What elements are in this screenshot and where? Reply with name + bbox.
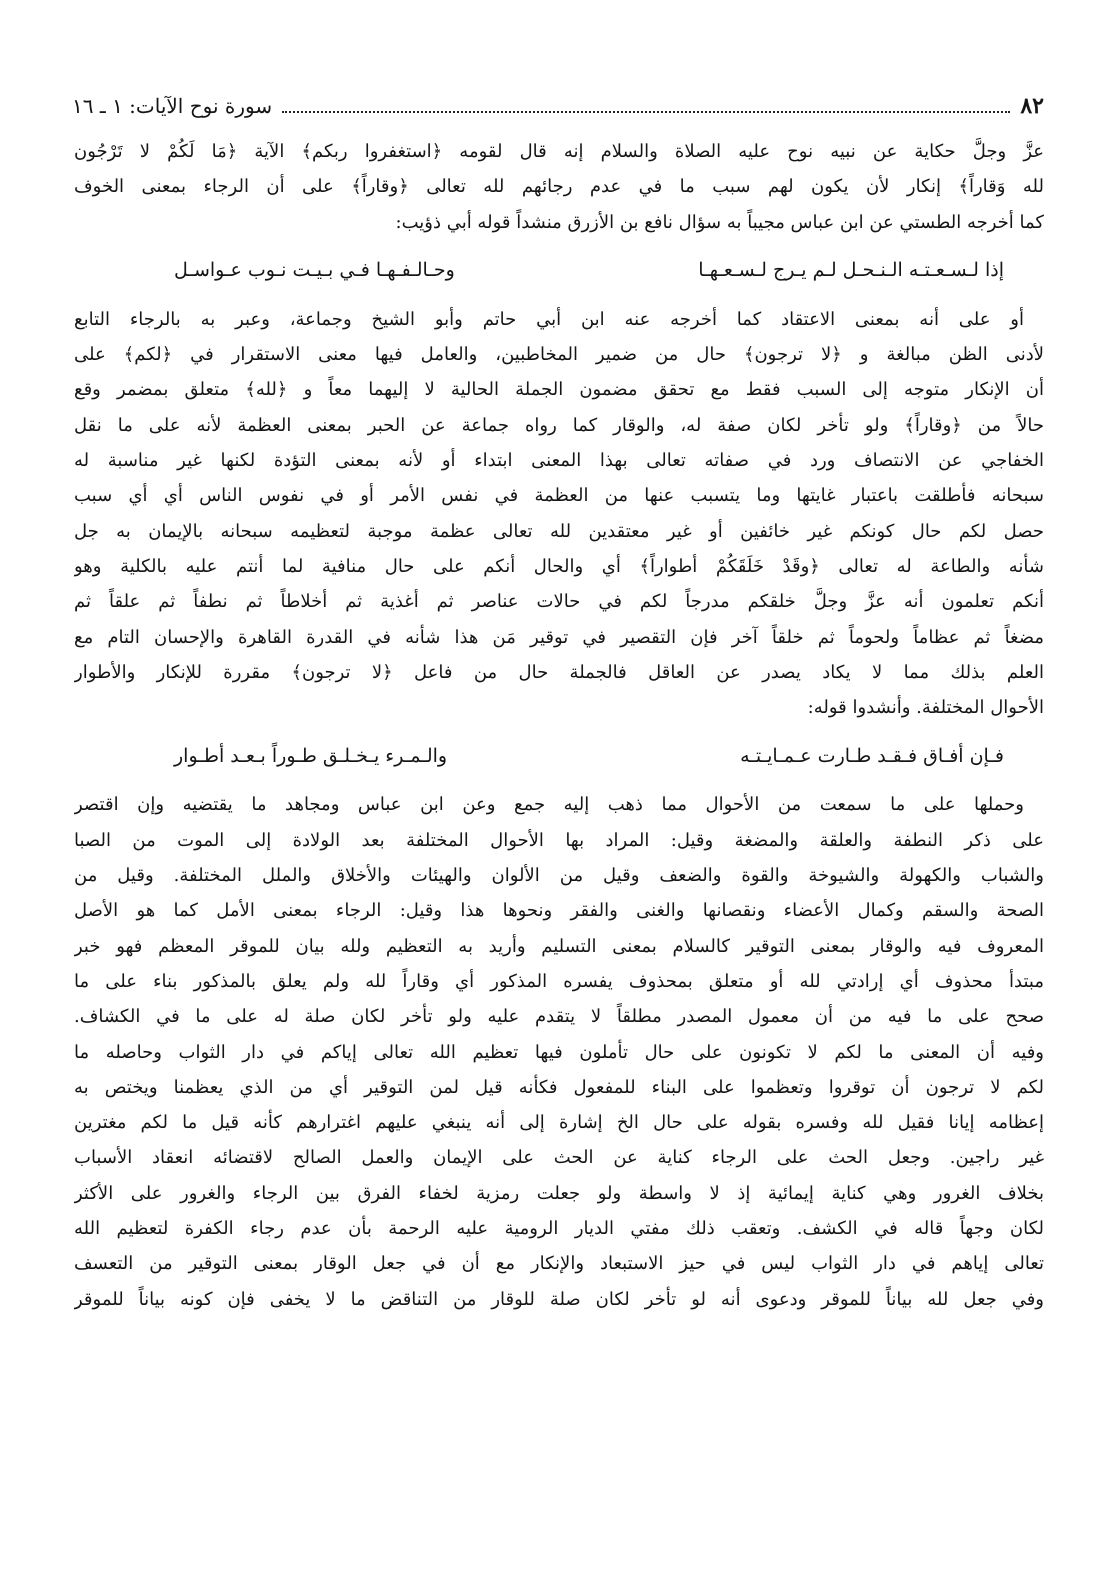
running-title: سورة نوح الآيات: ١ ـ ١٦ (72, 94, 273, 118)
text-line: العلم بذلك مما لا يكاد يصدر عن العاقل فالجملة حال من فاعل ﴿لا ترجون﴾ مقررة للإنكار والأطوار (74, 661, 1044, 683)
text-line: والشباب والكهولة والشيوخة والقوة والضعف وقيل من الألوان والهيئات والأخلاق والملل المختلفة. وقيل من (74, 865, 1044, 887)
text-line: أن الإنكار متوجه إلى السبب فقط مع تحقق مضمون الجملة الحالية لا إليهما معاً و ﴿لله﴾ متعلق بمضمر وقع (74, 379, 1044, 401)
main-text (74, 134, 1044, 1317)
text-line: بخلاف الغرور وهي كناية إيمائية إذ لا واسطة ولو جعلت رمزية لخفاء الفرق بين الرجاء والغرور على الأكثر (74, 1182, 1044, 1204)
text-line: المعروف فيه والوقار بمعنى التوقير كالسلام بمعنى التسليم وأريد به التعظيم ولله بيان للموقر المعظم فهو خبر (74, 935, 1044, 957)
poetry-verse (74, 240, 1044, 302)
text-line: الأحوال المختلفة. وأنشدوا قوله: (807, 697, 1044, 719)
poetry-verse (74, 725, 1044, 787)
text-line: مبتدأ محذوف أي إرادتي لله أو متعلق بمحذوف يفسره المذكور أي وقاراً لله ولم يعلق بالمذكور بناء على ما (74, 970, 1044, 992)
page-header (72, 86, 1044, 126)
text-line: أنكم تعلمون أنه عزَّ وجلَّ خلقكم مدرجاً لكم في حالات عناصر ثم أغذية ثم أخلاطاً ثم نطفاً ثم علقاً ثم (74, 591, 1044, 613)
text-line: تعالى إياهم في دار الثواب ليس في حيز الاستبعاد والإنكار مع أن في جعل الوقار بمعنى التوقير من التعسف (74, 1253, 1044, 1275)
verse-first-hemistich: فـإن أفـاق فـقـد طـارت عـمـايـتـه (740, 744, 1004, 767)
text-line: حصل لكم حال كونكم غير خائفين أو غير معتقدين لله تعالى عظمة موجبة لتعظيمه سبحانه بالإيمان به جل (74, 520, 1044, 542)
text-line: صحح على ما فيه من أن معمول المصدر مطلقاً لا يتقدم عليه ولو تأخر لكان صلة له على ما في الكشاف. (74, 1006, 1044, 1028)
text-line: كما أخرجه الطستي عن ابن عباس مجيباً به سؤال نافع بن الأزرق منشداً قوله أبي ذؤيب: (395, 211, 1044, 233)
text-line: لكان وجهاً قاله في الكشف. وتعقب ذلك مفتي الديار الرومية عليه الرحمة بأن عدم رجاء الكفرة لتعظيم الله (74, 1218, 1044, 1240)
text-line: غير راجين. وجعل الحث على الرجاء كناية عن الحث على الإيمان والعمل الصالح لاقتضائه انعقاد الأسباب (74, 1147, 1044, 1169)
text-line: سبحانه فأطلقت باعتبار غايتها وما يتسبب عنها من العظمة في نفس الأمر أو في نفوس الناس أي أي سبب (74, 485, 1044, 507)
text-line: وفي جعل لله بياناً للموقر ودعوى أنه لو تأخر لكان صلة للوقار من التناقض ما لا يخفى فإن كونه بياناً للموقر (74, 1288, 1044, 1310)
verse-second-hemistich: والـمـرء يـخـلـق طـوراً بـعـد أطـوار (174, 744, 448, 767)
text-line: الخفاجي عن الانتصاف ورد في صفاته تعالى بهذا المعنى ابتداء أو لأنه بمعنى التؤدة لكنها غير مناسبة له (74, 450, 1044, 472)
page-number: ٨٢ (1020, 93, 1044, 119)
verse-first-hemistich: إذا لـسـعـتـه الـنـحـل لـم يـرج لـسـعـهـا (698, 259, 1004, 282)
text-line: وفيه أن المعنى ما لكم لا تكونون على حال تأملون فيها تعظيم الله تعالى إياكم في دار الثواب وحاصله ما (74, 1041, 1044, 1063)
text-line: أو على أنه بمعنى الاعتقاد كما أخرجه عنه ابن أبي حاتم وأبو الشيخ وجماعة، وعبر به بالرجاء التابع (74, 308, 1024, 330)
text-line: لأدنى الظن مبالغة و ﴿لا ترجون﴾ حال من ضمير المخاطبين، والعامل فيها معنى الاستقرار في ﴿لكم﴾ على (74, 344, 1044, 366)
text-line: على ذكر النطفة والعلقة والمضغة وقيل: المراد بها الأحوال المختلفة بعد الولادة إلى الموت من الصبا (74, 829, 1044, 851)
text-line: عزَّ وجلَّ حكاية عن نبيه نوح عليه الصلاة والسلام إنه قال لقومه ﴿استغفروا ربكم﴾ الآية ﴿مَا لَكُمْ لا تَرْجُون (74, 141, 1044, 162)
text-line: وحملها على ما سمعت من الأحوال مما ذهب إليه جمع وعن ابن عباس ومجاهد ما يقتضيه وإن اقتصر (74, 794, 1024, 816)
text-line: مضغاً ثم عظاماً ولحوماً ثم خلقاً آخر فإن التقصير في توقير مَن هذا شأنه في القدرة القاهرة والإحسان التام مع (74, 626, 1044, 648)
text-line: الصحة والسقم وكمال الأعضاء ونقصانها والغنى والفقر ونحوها هذا وقيل: الرجاء بمعنى الأمل كما هو الأصل (74, 900, 1044, 922)
text-line: إعظامه إيانا فقيل لله وفسره بقوله على حال الخ إشارة إلى أنه ينبغي عليهم اغترارهم كأنه قيل ما لكم مغترين (74, 1112, 1044, 1134)
header-leader-dots (282, 111, 1010, 113)
text-line: حالاً من ﴿وقاراً﴾ ولو تأخر لكان صفة له، والوقار كما رواه جماعة عن الحبر بمعنى العظمة لأنه على ما نقل (74, 414, 1044, 436)
text-line: لله وَقاراً﴾ إنكار لأن يكون لهم سبب ما في عدم رجائهم لله تعالى ﴿وقاراً﴾ على أن الرجاء بمعنى الخوف (74, 176, 1044, 198)
text-line: لكم لا ترجون أن توقروا وتعظموا على البناء للمفعول فكأنه قيل لمن التوقير أي من الذي يعظمنا ويختص به (74, 1076, 1044, 1098)
verse-second-hemistich: وحـالـفـهـا فـي بـيـت نـوب عـواسـل (174, 259, 455, 282)
text-line: شأنه والطاعة له تعالى ﴿وقَدْ خَلَقَكُمْ أطواراً﴾ أي والحال أنكم على حال منافية لما أنتم عليه بالكلية وهو (74, 555, 1044, 577)
